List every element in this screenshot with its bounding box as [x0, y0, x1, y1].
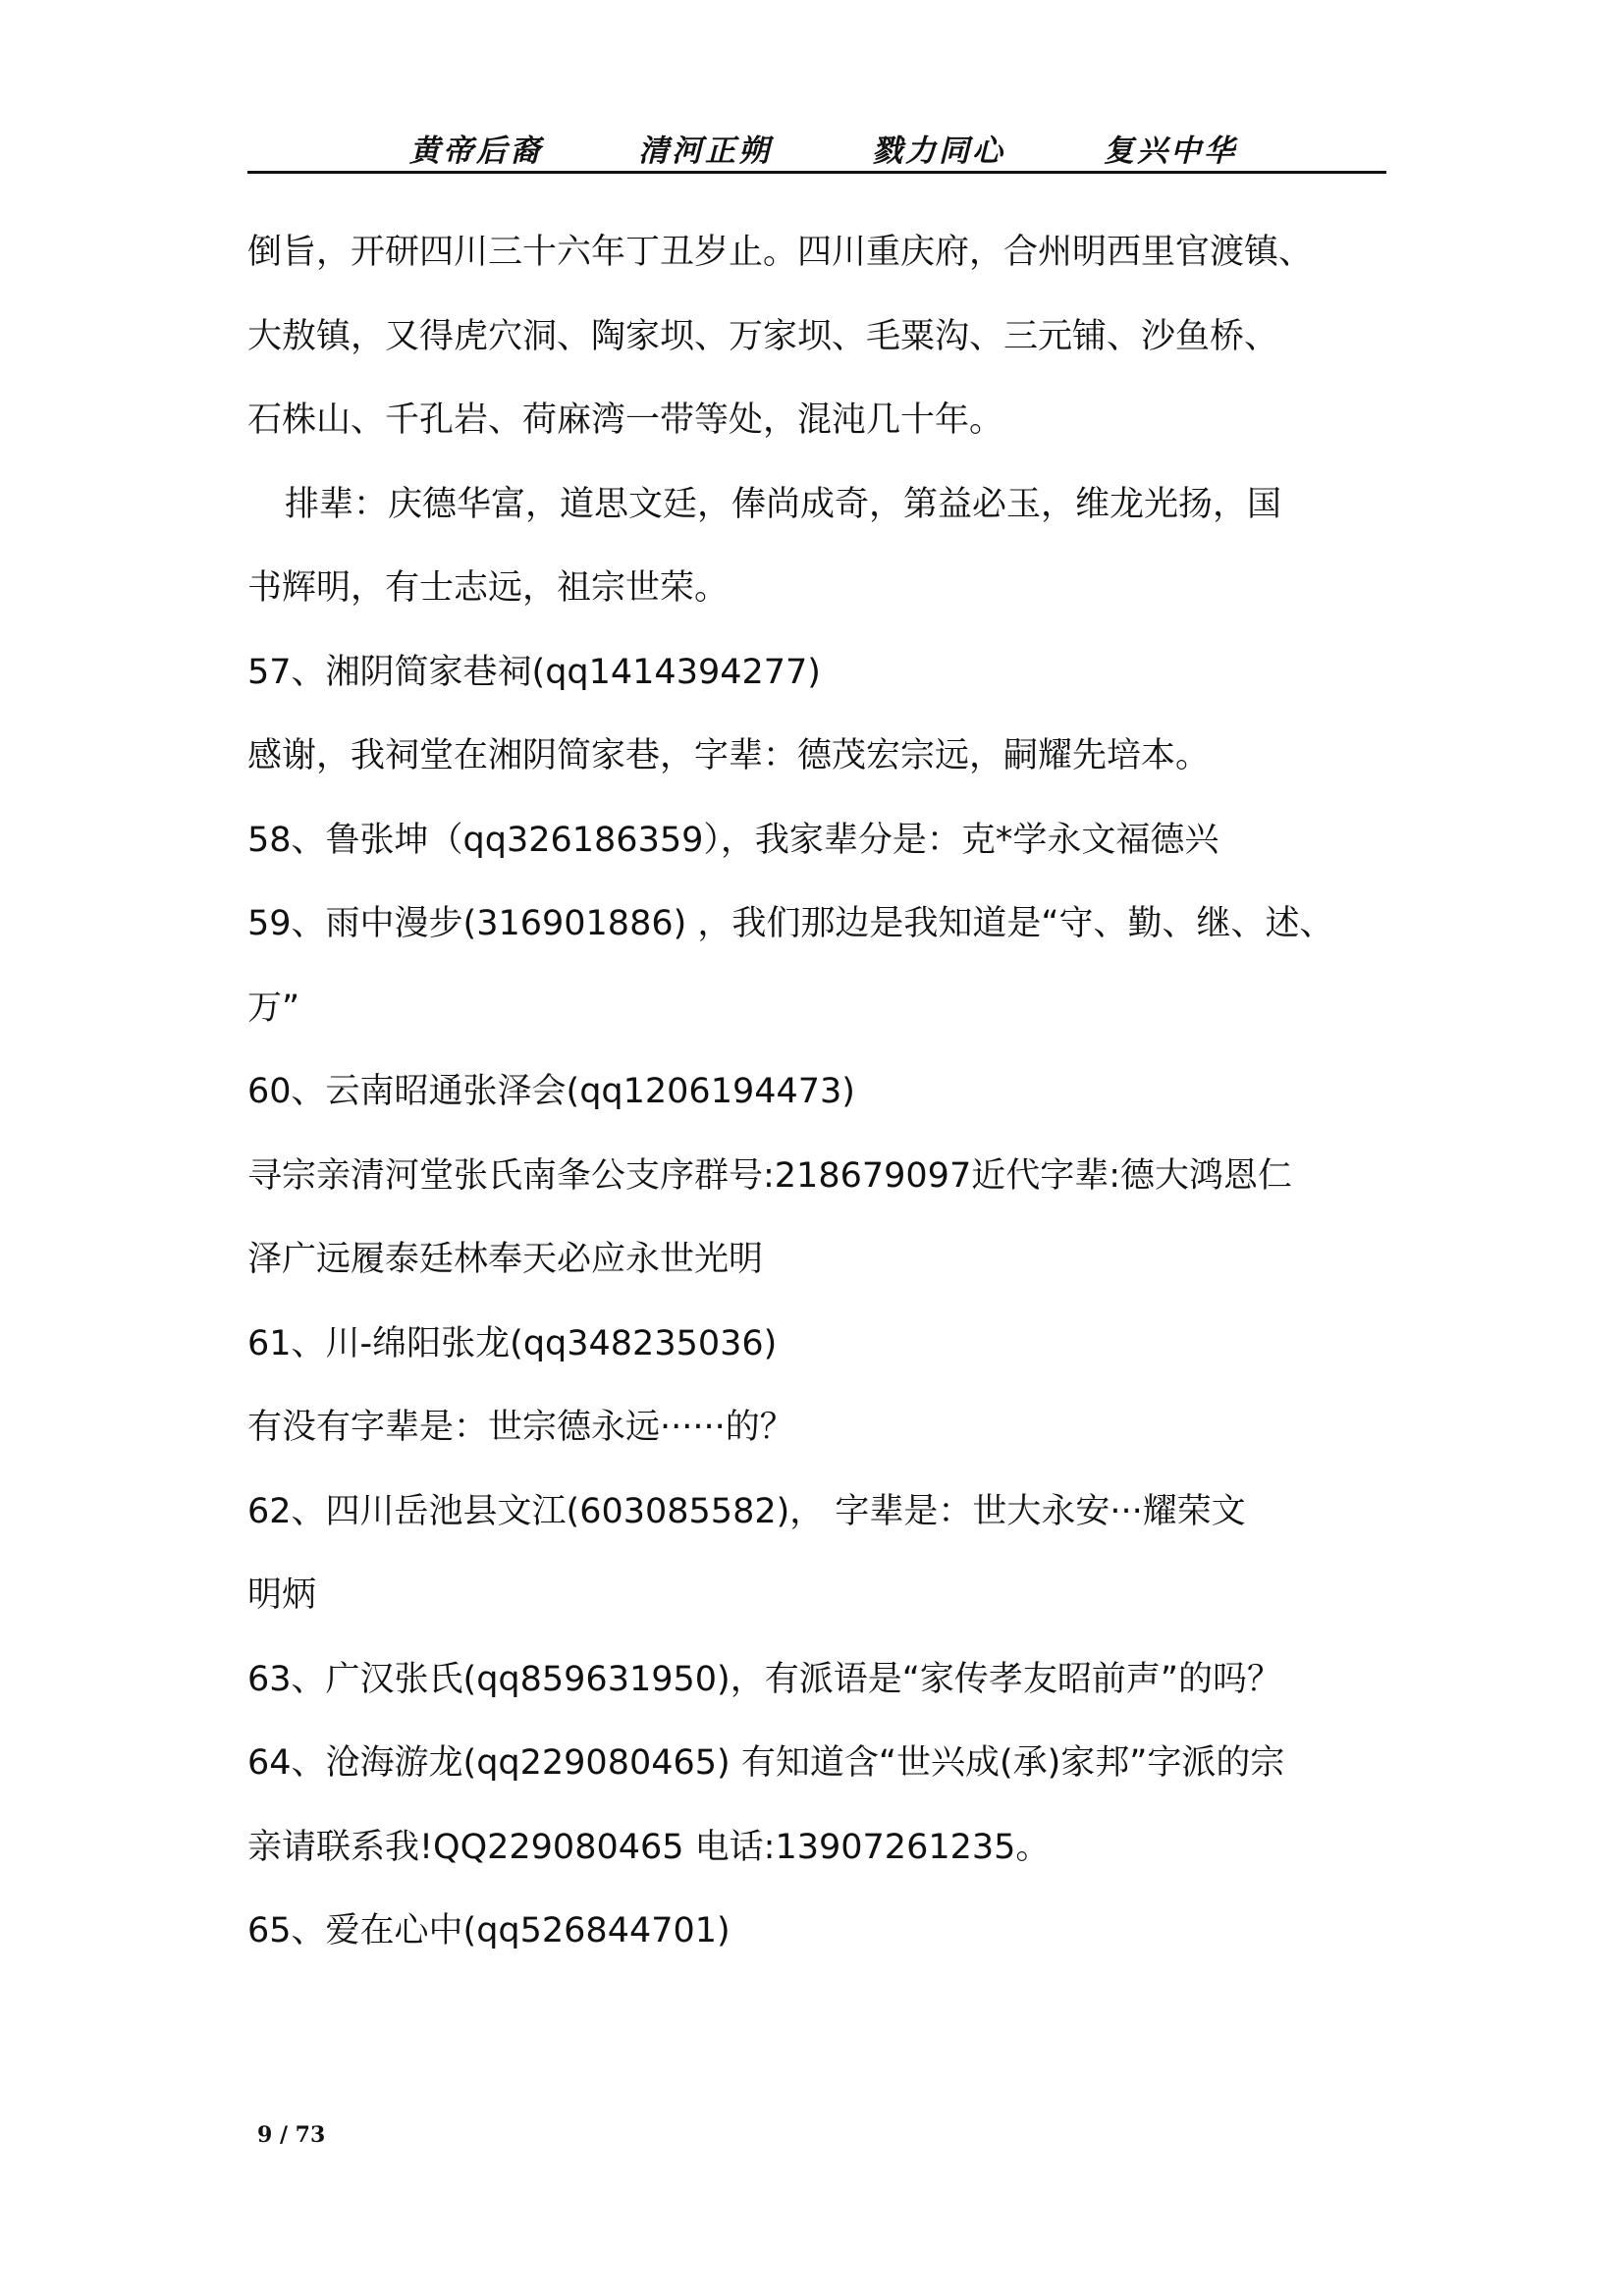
header-motto-3: 戮力同心 [872, 133, 1005, 169]
page-header [247, 116, 1386, 174]
entry-heading: 62、四川岳池县文江(603085582)， 字辈是：世大永安···耀荣文 [247, 1491, 1246, 1531]
text-line: 感谢，我祠堂在湘阴简家巷，字辈：德茂宏宗远，嗣耀先培本。 [247, 736, 1211, 775]
entry-heading: 63、广汉张氏(qq859631950)，有派语是“家传孝友昭前声”的吗？ [247, 1659, 1281, 1699]
text-line: 书辉明，有士志远，祖宗世荣。 [247, 568, 730, 608]
page-number: 9 / 73 [257, 2122, 326, 2148]
entry-heading: 57、湘阴简家巷祠(qq1414394277) [247, 652, 821, 692]
text-line: 大敖镇，又得虎穴洞、陶家坝、万家坝、毛粟沟、三元铺、沙鱼桥、 [247, 316, 1279, 356]
text-line: 有没有字辈是：世宗德永远······的？ [247, 1408, 794, 1447]
entry-heading: 65、爱在心中(qq526844701) [247, 1911, 731, 1950]
header-motto-1: 黄帝后裔 [409, 133, 543, 169]
text-line: 泽广远履泰廷林奉天必应永世光明 [247, 1240, 764, 1279]
entry-heading: 59、雨中漫步(316901886) ，我们那边是我知道是“守、勤、继、述、 [247, 904, 1334, 943]
text-line: 明炳 [247, 1575, 317, 1615]
entry-heading: 61、川-绵阳张龙(qq348235036) [247, 1323, 778, 1363]
text-line: 石株山、千孔岩、荷麻湾一带等处，混沌几十年。 [247, 400, 1004, 440]
text-line: 排辈：庆德华富，道思文廷，俸尚成奇，第益必玉，维龙光扬，国 [285, 484, 1282, 524]
entry-heading: 60、云南昭通张泽会(qq1206194473) [247, 1072, 855, 1111]
text-line: 倒旨，开研四川三十六年丁丑岁止。四川重庆府，合州明西里官渡镇、 [247, 233, 1314, 272]
text-line: 寻宗亲清河堂张氏南夆公支序群号:218679097近代字辈:德大鸿恩仁 [247, 1155, 1292, 1196]
header-motto-2: 清河正朔 [638, 133, 772, 169]
text-line: 万” [247, 988, 300, 1028]
entry-heading: 64、沧海游龙(qq229080465) 有知道含“世兴成(承)家邦”字派的宗 [247, 1743, 1285, 1783]
document-body [247, 211, 1396, 1974]
entry-heading: 58、鲁张坤（qq326186359），我家辈分是：克*学永文福德兴 [247, 820, 1219, 860]
text-line: 亲请联系我!QQ229080465 电话:13907261235。 [247, 1827, 1051, 1867]
header-motto-4: 复兴中华 [1104, 133, 1237, 169]
